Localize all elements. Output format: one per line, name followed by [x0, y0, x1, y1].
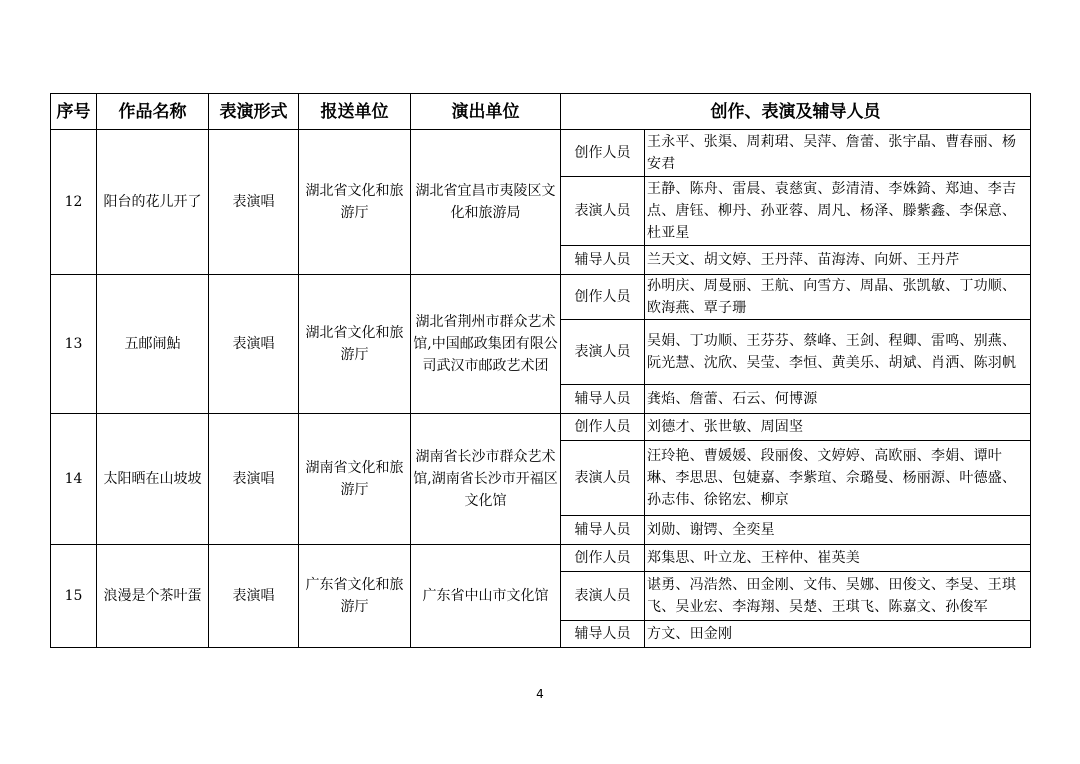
entry-form: 表演唱	[209, 130, 299, 275]
role-label: 表演人员	[561, 441, 645, 516]
entry-work: 太阳晒在山坡坡	[97, 414, 209, 545]
entry-submit: 湖北省文化和旅游厅	[299, 130, 411, 275]
entry-no: 14	[51, 414, 97, 545]
entry-no: 12	[51, 130, 97, 275]
entry-perform: 广东省中山市文化馆	[411, 545, 561, 648]
entry-no: 15	[51, 545, 97, 648]
header-staff: 创作、表演及辅导人员	[561, 94, 1031, 130]
header-perform: 演出单位	[411, 94, 561, 130]
header-work: 作品名称	[97, 94, 209, 130]
role-names: 王静、陈舟、雷晨、袁慈寅、彭清清、李姝錡、郑迪、李吉点、唐钰、柳丹、孙亚蓉、周凡、杨泽、滕紫鑫、李保意、杜亚星	[645, 177, 1031, 246]
role-names: 孙明庆、周曼丽、王航、向雪方、周晶、张凯敏、丁功顺、欧海燕、覃子珊	[645, 275, 1031, 320]
entry-work: 浪漫是个茶叶蛋	[97, 545, 209, 648]
entry-form: 表演唱	[209, 545, 299, 648]
header-row	[51, 94, 1031, 130]
role-label: 创作人员	[561, 130, 645, 177]
table-row	[51, 275, 1031, 320]
table-row	[51, 545, 1031, 572]
role-label: 表演人员	[561, 320, 645, 385]
entry-perform: 湖北省荆州市群众艺术馆,中国邮政集团有限公司武汉市邮政艺术团	[411, 275, 561, 414]
entry-submit: 湖南省文化和旅游厅	[299, 414, 411, 545]
awards-table	[50, 93, 1031, 648]
entry-perform: 湖北省宜昌市夷陵区文化和旅游局	[411, 130, 561, 275]
entry-no: 13	[51, 275, 97, 414]
role-label: 辅导人员	[561, 621, 645, 648]
entry-perform: 湖南省长沙市群众艺术馆,湖南省长沙市开福区文化馆	[411, 414, 561, 545]
table-row	[51, 414, 1031, 441]
entry-submit: 湖北省文化和旅游厅	[299, 275, 411, 414]
role-label: 表演人员	[561, 572, 645, 621]
role-label: 创作人员	[561, 275, 645, 320]
table-row	[51, 130, 1031, 177]
role-names: 谌勇、冯浩然、田金刚、文伟、吴娜、田俊文、李旻、王琪飞、吴业宏、李海翔、吴楚、王琪飞、陈嘉文、孙俊军	[645, 572, 1031, 621]
role-names: 郑集思、叶立龙、王梓仲、崔英美	[645, 545, 1031, 572]
entry-work: 阳台的花儿开了	[97, 130, 209, 275]
role-names: 汪玲艳、曹媛媛、段丽俊、文婷婷、高欧丽、李娟、谭叶琳、李思思、包婕嘉、李紫瑄、佘璐曼、杨丽源、叶德盛、孙志伟、徐铭宏、柳京	[645, 441, 1031, 516]
role-label: 辅导人员	[561, 516, 645, 545]
role-names: 兰天文、胡文婷、王丹萍、苗海涛、向妍、王丹芹	[645, 246, 1031, 275]
role-names: 方文、田金刚	[645, 621, 1031, 648]
role-label: 辅导人员	[561, 385, 645, 414]
entry-form: 表演唱	[209, 414, 299, 545]
role-names: 龚焰、詹蕾、石云、何博源	[645, 385, 1031, 414]
role-names: 刘勋、谢锷、全奕星	[645, 516, 1031, 545]
entry-work: 五邮闹鮎	[97, 275, 209, 414]
header-submit: 报送单位	[299, 94, 411, 130]
entry-submit: 广东省文化和旅游厅	[299, 545, 411, 648]
role-label: 创作人员	[561, 414, 645, 441]
entry-form: 表演唱	[209, 275, 299, 414]
page-number: 4	[536, 687, 544, 701]
header-form: 表演形式	[209, 94, 299, 130]
role-names: 吴娟、丁功顺、王芬芬、蔡峰、王剑、程卿、雷鸣、别燕、阮光慧、沈欣、吴莹、李恒、黄美乐、胡斌、肖洒、陈羽帆	[645, 320, 1031, 385]
role-names: 刘德才、张世敏、周固坚	[645, 414, 1031, 441]
role-label: 创作人员	[561, 545, 645, 572]
role-label: 辅导人员	[561, 246, 645, 275]
role-names: 王永平、张渠、周莉珺、吴萍、詹蕾、张宇晶、曹春丽、杨安君	[645, 130, 1031, 177]
header-no: 序号	[51, 94, 97, 130]
role-label: 表演人员	[561, 177, 645, 246]
